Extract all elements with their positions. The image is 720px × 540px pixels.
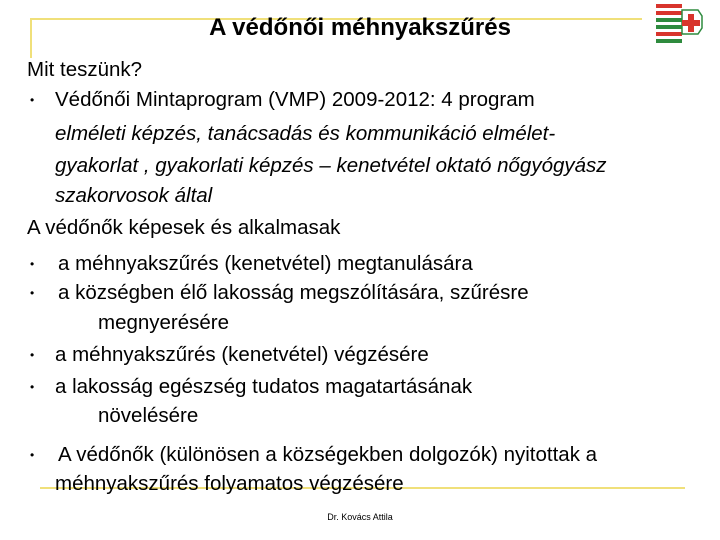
list-item: a méhnyakszűrés (kenetvétel) megtanulására [58,252,473,275]
bullet-marker: • [30,257,35,271]
list-item: a községben élő lakosság megszólítására, szűrésre [58,281,529,304]
vmp-detail-line: elméleti képzés, tanácsadás és kommunikáció elmélet- [55,122,556,145]
hungarian-stripes-hand-logo-icon [654,2,706,46]
section-heading-what-we-do: Mit teszünk? [27,58,143,81]
bullet-marker: • [30,448,35,462]
slide-title: A védőnői méhnyakszűrés [209,14,511,41]
vmp-program-item: Védőnői Mintaprogram (VMP) 2009-2012: 4 program [55,88,535,111]
vmp-detail-line: gyakorlat , gyakorlati képzés – kenetvétel oktató nőgyógyász [55,154,607,177]
list-item-continuation: növelésére [98,404,199,427]
list-item-continuation: megnyerésére [98,311,230,334]
list-item-continuation: méhnyakszűrés folyamatos végzésére [55,472,404,495]
author-footer: Dr. Kovács Attila [327,512,393,522]
list-item: a méhnyakszűrés (kenetvétel) végzésére [55,343,429,366]
vmp-detail-line: szakorvosok által [55,184,213,207]
section-heading-capable: A védőnők képesek és alkalmasak [27,216,341,239]
bullet-marker: • [30,286,35,300]
bullet-marker: • [30,348,35,362]
bullet-marker: • [30,380,35,394]
list-item: A védőnők (különösen a községekben dolgozók) nyitottak a [58,443,598,466]
bullet-marker: • [30,93,35,107]
list-item: a lakosság egészség tudatos magatartásának [55,375,473,398]
